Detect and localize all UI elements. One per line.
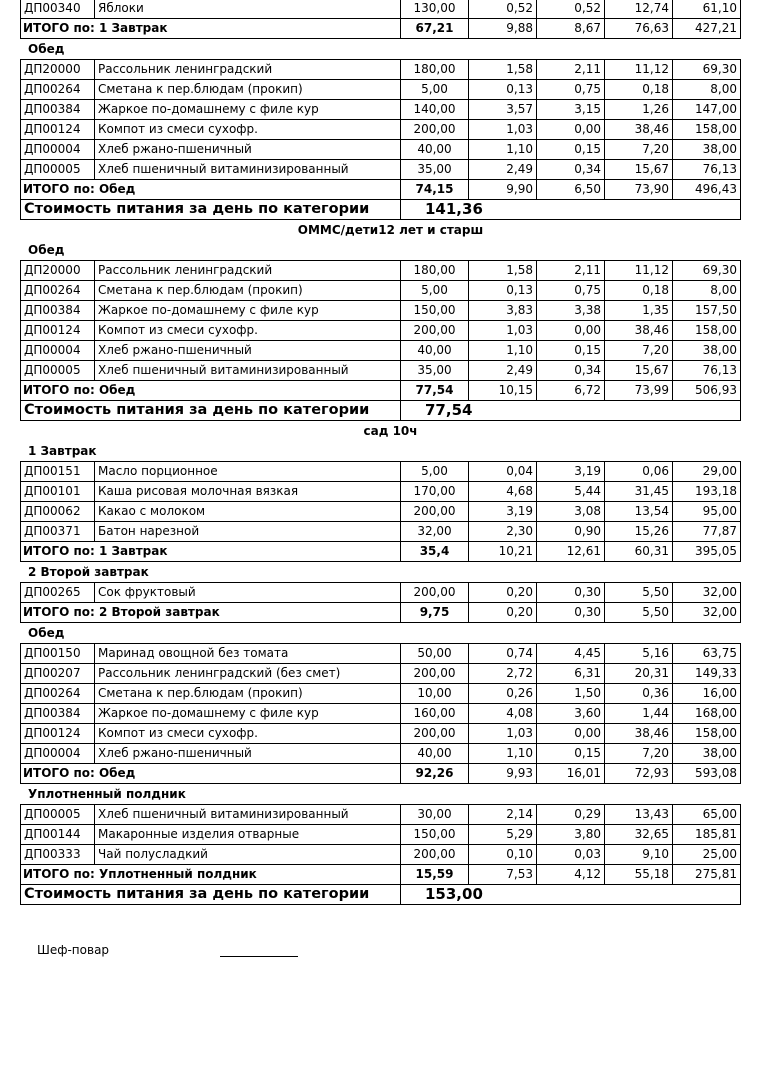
protein-value: 1,10 — [469, 341, 537, 361]
fat-value: 3,60 — [537, 704, 605, 724]
protein-value: 4,68 — [469, 482, 537, 502]
total-kcal: 427,21 — [673, 19, 741, 39]
carbs-value: 15,67 — [605, 361, 673, 381]
table-row — [21, 321, 741, 341]
table-row — [21, 845, 741, 865]
kcal-value: 95,00 — [673, 502, 741, 522]
dish-code: ДП00151 — [21, 462, 95, 482]
kcal-value: 16,00 — [673, 684, 741, 704]
table-row — [21, 704, 741, 724]
total-protein: 10,15 — [469, 381, 537, 401]
total-kcal: 275,81 — [673, 865, 741, 885]
portion-weight: 200,00 — [401, 502, 469, 522]
portion-weight: 180,00 — [401, 60, 469, 80]
meal-total-row — [21, 542, 741, 562]
protein-value: 0,04 — [469, 462, 537, 482]
dish-name: Масло порционное — [95, 462, 401, 482]
dish-code: ДП00333 — [21, 845, 95, 865]
fat-value: 5,44 — [537, 482, 605, 502]
table-row — [21, 0, 741, 19]
total-protein: 9,88 — [469, 19, 537, 39]
dish-name: Жаркое по-домашнему с филе кур — [95, 301, 401, 321]
total-fat: 4,12 — [537, 865, 605, 885]
meal-total-row — [21, 19, 741, 39]
carbs-value: 20,31 — [605, 664, 673, 684]
total-fat: 16,01 — [537, 764, 605, 784]
meal-total-cost: 35,4 — [401, 542, 469, 562]
kcal-value: 168,00 — [673, 704, 741, 724]
category-heading: ОММС/дети12 лет и старш — [297, 223, 484, 237]
dish-name: Маринад овощной без томата — [95, 644, 401, 664]
protein-value: 1,58 — [469, 60, 537, 80]
dish-code: ДП00264 — [21, 684, 95, 704]
dish-name: Хлеб пшеничный витаминизированный — [95, 160, 401, 180]
meal-total-cost: 15,59 — [401, 865, 469, 885]
kcal-value: 8,00 — [673, 80, 741, 100]
table-row — [21, 341, 741, 361]
total-carbs: 73,99 — [605, 381, 673, 401]
kcal-value: 157,50 — [673, 301, 741, 321]
table-row — [21, 60, 741, 80]
kcal-value: 32,00 — [673, 583, 741, 603]
total-fat: 8,67 — [537, 19, 605, 39]
meal-total-row — [21, 180, 741, 200]
table-row — [21, 684, 741, 704]
total-carbs: 76,63 — [605, 19, 673, 39]
meal-total-row — [21, 865, 741, 885]
fat-value: 0,34 — [537, 160, 605, 180]
protein-value: 2,49 — [469, 160, 537, 180]
carbs-value: 5,50 — [605, 583, 673, 603]
fat-value: 0,15 — [537, 744, 605, 764]
total-kcal: 395,05 — [673, 542, 741, 562]
table-row — [21, 825, 741, 845]
carbs-value: 7,20 — [605, 140, 673, 160]
dish-code: ДП20000 — [21, 261, 95, 281]
portion-weight: 10,00 — [401, 684, 469, 704]
meal-total-label: ИТОГО по: 1 Завтрак — [21, 542, 401, 562]
dish-name: Сметана к пер.блюдам (прокип) — [95, 281, 401, 301]
kcal-value: 77,87 — [673, 522, 741, 542]
dish-code: ДП00124 — [21, 321, 95, 341]
table-row — [21, 80, 741, 100]
table-row — [21, 140, 741, 160]
daily-cost-value: 141,36 — [401, 200, 741, 220]
signature-line — [220, 956, 298, 957]
daily-cost-row — [21, 401, 741, 421]
total-protein: 0,20 — [469, 603, 537, 623]
kcal-value: 158,00 — [673, 724, 741, 744]
dish-name: Хлеб ржано-пшеничный — [95, 744, 401, 764]
total-carbs: 5,50 — [605, 603, 673, 623]
table-row — [21, 261, 741, 281]
meal-table — [20, 804, 741, 905]
dish-name: Хлеб ржано-пшеничный — [95, 140, 401, 160]
kcal-value: 25,00 — [673, 845, 741, 865]
portion-weight: 150,00 — [401, 301, 469, 321]
table-row — [21, 462, 741, 482]
fat-value: 0,15 — [537, 341, 605, 361]
dish-name: Хлеб пшеничный витаминизированный — [95, 361, 401, 381]
table-row — [21, 100, 741, 120]
dish-name: Хлеб ржано-пшеничный — [95, 341, 401, 361]
fat-value: 0,03 — [537, 845, 605, 865]
meal-table — [20, 59, 741, 220]
dish-code: ДП00264 — [21, 80, 95, 100]
carbs-value: 11,12 — [605, 261, 673, 281]
dish-name: Какао с молоком — [95, 502, 401, 522]
total-fat: 12,61 — [537, 542, 605, 562]
fat-value: 0,90 — [537, 522, 605, 542]
signature-label: Шеф-повар — [37, 943, 110, 957]
fat-value: 0,34 — [537, 361, 605, 381]
protein-value: 0,13 — [469, 80, 537, 100]
protein-value: 1,10 — [469, 744, 537, 764]
dish-code: ДП00005 — [21, 805, 95, 825]
dish-code: ДП00265 — [21, 583, 95, 603]
portion-weight: 150,00 — [401, 825, 469, 845]
carbs-value: 31,45 — [605, 482, 673, 502]
daily-cost-row — [21, 200, 741, 220]
meal-total-label: ИТОГО по: Обед — [21, 180, 401, 200]
fat-value: 0,30 — [537, 583, 605, 603]
dish-code: ДП00004 — [21, 140, 95, 160]
total-kcal: 506,93 — [673, 381, 741, 401]
carbs-value: 1,35 — [605, 301, 673, 321]
portion-weight: 200,00 — [401, 583, 469, 603]
dish-code: ДП00124 — [21, 724, 95, 744]
carbs-value: 1,26 — [605, 100, 673, 120]
daily-cost-label: Стоимость питания за день по категории — [21, 401, 401, 421]
kcal-value: 69,30 — [673, 60, 741, 80]
category-heading: сад 10ч — [363, 424, 418, 438]
daily-cost-value: 77,54 — [401, 401, 741, 421]
portion-weight: 5,00 — [401, 462, 469, 482]
daily-cost-label: Стоимость питания за день по категории — [21, 885, 401, 905]
meal-table — [20, 260, 741, 421]
protein-value: 4,08 — [469, 704, 537, 724]
carbs-value: 7,20 — [605, 744, 673, 764]
kcal-value: 61,10 — [673, 0, 741, 19]
fat-value: 0,75 — [537, 281, 605, 301]
meal-total-cost: 9,75 — [401, 603, 469, 623]
table-row — [21, 361, 741, 381]
carbs-value: 7,20 — [605, 341, 673, 361]
dish-code: ДП00062 — [21, 502, 95, 522]
dish-name: Чай полусладкий — [95, 845, 401, 865]
daily-cost-label: Стоимость питания за день по категории — [21, 200, 401, 220]
table-row — [21, 502, 741, 522]
dish-name: Компот из смеси сухофр. — [95, 321, 401, 341]
kcal-value: 63,75 — [673, 644, 741, 664]
protein-value: 1,58 — [469, 261, 537, 281]
fat-value: 0,15 — [537, 140, 605, 160]
table-row — [21, 482, 741, 502]
protein-value: 0,26 — [469, 684, 537, 704]
dish-name: Сок фруктовый — [95, 583, 401, 603]
meal-total-row — [21, 764, 741, 784]
meal-heading: Уплотненный полдник — [28, 787, 186, 801]
total-kcal: 593,08 — [673, 764, 741, 784]
dish-name: Макаронные изделия отварные — [95, 825, 401, 845]
protein-value: 2,49 — [469, 361, 537, 381]
meal-total-cost: 77,54 — [401, 381, 469, 401]
dish-code: ДП00004 — [21, 341, 95, 361]
fat-value: 0,29 — [537, 805, 605, 825]
portion-weight: 140,00 — [401, 100, 469, 120]
dish-name: Жаркое по-домашнему с филе кур — [95, 704, 401, 724]
kcal-value: 185,81 — [673, 825, 741, 845]
meal-total-label: ИТОГО по: Уплотненный полдник — [21, 865, 401, 885]
dish-code: ДП00384 — [21, 704, 95, 724]
total-carbs: 55,18 — [605, 865, 673, 885]
dish-code: ДП00005 — [21, 160, 95, 180]
portion-weight: 130,00 — [401, 0, 469, 19]
dish-code: ДП00004 — [21, 744, 95, 764]
kcal-value: 8,00 — [673, 281, 741, 301]
carbs-value: 0,36 — [605, 684, 673, 704]
carbs-value: 13,54 — [605, 502, 673, 522]
fat-value: 0,00 — [537, 120, 605, 140]
protein-value: 3,19 — [469, 502, 537, 522]
kcal-value: 29,00 — [673, 462, 741, 482]
kcal-value: 65,00 — [673, 805, 741, 825]
table-row — [21, 644, 741, 664]
meal-heading: 1 Завтрак — [28, 444, 97, 458]
carbs-value: 11,12 — [605, 60, 673, 80]
meal-total-label: ИТОГО по: Обед — [21, 381, 401, 401]
total-carbs: 72,93 — [605, 764, 673, 784]
carbs-value: 1,44 — [605, 704, 673, 724]
total-kcal: 32,00 — [673, 603, 741, 623]
portion-weight: 200,00 — [401, 664, 469, 684]
fat-value: 0,00 — [537, 724, 605, 744]
portion-weight: 32,00 — [401, 522, 469, 542]
dish-code: ДП00005 — [21, 361, 95, 381]
carbs-value: 12,74 — [605, 0, 673, 19]
carbs-value: 15,26 — [605, 522, 673, 542]
carbs-value: 5,16 — [605, 644, 673, 664]
protein-value: 2,30 — [469, 522, 537, 542]
daily-cost-row — [21, 885, 741, 905]
protein-value: 0,10 — [469, 845, 537, 865]
kcal-value: 76,13 — [673, 160, 741, 180]
total-protein: 9,93 — [469, 764, 537, 784]
meal-total-row — [21, 381, 741, 401]
dish-code: ДП00101 — [21, 482, 95, 502]
table-row — [21, 301, 741, 321]
fat-value: 3,15 — [537, 100, 605, 120]
portion-weight: 170,00 — [401, 482, 469, 502]
dish-code: ДП00371 — [21, 522, 95, 542]
portion-weight: 50,00 — [401, 644, 469, 664]
dish-code: ДП00384 — [21, 100, 95, 120]
protein-value: 3,57 — [469, 100, 537, 120]
kcal-value: 38,00 — [673, 744, 741, 764]
protein-value: 2,14 — [469, 805, 537, 825]
meal-total-row — [21, 603, 741, 623]
portion-weight: 30,00 — [401, 805, 469, 825]
portion-weight: 5,00 — [401, 80, 469, 100]
meal-heading: 2 Второй завтрак — [28, 565, 149, 579]
table-row — [21, 281, 741, 301]
table-row — [21, 744, 741, 764]
fat-value: 3,08 — [537, 502, 605, 522]
kcal-value: 193,18 — [673, 482, 741, 502]
meal-total-cost: 74,15 — [401, 180, 469, 200]
dish-code: ДП00150 — [21, 644, 95, 664]
dish-name: Сметана к пер.блюдам (прокип) — [95, 684, 401, 704]
carbs-value: 9,10 — [605, 845, 673, 865]
meal-heading: Обед — [28, 42, 65, 56]
carbs-value: 15,67 — [605, 160, 673, 180]
protein-value: 2,72 — [469, 664, 537, 684]
fat-value: 4,45 — [537, 644, 605, 664]
fat-value: 2,11 — [537, 261, 605, 281]
table-row — [21, 805, 741, 825]
protein-value: 0,20 — [469, 583, 537, 603]
daily-cost-value: 153,00 — [401, 885, 741, 905]
portion-weight: 35,00 — [401, 361, 469, 381]
dish-name: Яблоки — [95, 0, 401, 19]
fat-value: 0,00 — [537, 321, 605, 341]
kcal-value: 147,00 — [673, 100, 741, 120]
carbs-value: 0,06 — [605, 462, 673, 482]
total-kcal: 496,43 — [673, 180, 741, 200]
table-row — [21, 120, 741, 140]
fat-value: 3,19 — [537, 462, 605, 482]
dish-code: ДП00264 — [21, 281, 95, 301]
meal-table — [20, 461, 741, 562]
kcal-value: 158,00 — [673, 120, 741, 140]
meal-table — [20, 643, 741, 784]
fat-value: 0,75 — [537, 80, 605, 100]
portion-weight: 200,00 — [401, 845, 469, 865]
dish-name: Рассольник ленинградский — [95, 60, 401, 80]
dish-name: Каша рисовая молочная вязкая — [95, 482, 401, 502]
protein-value: 1,10 — [469, 140, 537, 160]
protein-value: 0,52 — [469, 0, 537, 19]
meal-table — [20, 582, 741, 623]
dish-code: ДП20000 — [21, 60, 95, 80]
kcal-value: 76,13 — [673, 361, 741, 381]
table-row — [21, 160, 741, 180]
dish-code: ДП00124 — [21, 120, 95, 140]
carbs-value: 32,65 — [605, 825, 673, 845]
portion-weight: 5,00 — [401, 281, 469, 301]
protein-value: 5,29 — [469, 825, 537, 845]
dish-name: Жаркое по-домашнему с филе кур — [95, 100, 401, 120]
portion-weight: 200,00 — [401, 120, 469, 140]
kcal-value: 38,00 — [673, 341, 741, 361]
top-partial-table — [20, 0, 741, 39]
table-row — [21, 664, 741, 684]
carbs-value: 13,43 — [605, 805, 673, 825]
dish-code: ДП00340 — [21, 0, 95, 19]
kcal-value: 38,00 — [673, 140, 741, 160]
table-row — [21, 583, 741, 603]
kcal-value: 149,33 — [673, 664, 741, 684]
meal-total-label: ИТОГО по: 1 Завтрак — [21, 19, 401, 39]
table-row — [21, 522, 741, 542]
carbs-value: 0,18 — [605, 80, 673, 100]
carbs-value: 38,46 — [605, 321, 673, 341]
total-fat: 6,50 — [537, 180, 605, 200]
carbs-value: 0,18 — [605, 281, 673, 301]
dish-name: Рассольник ленинградский (без смет) — [95, 664, 401, 684]
portion-weight: 40,00 — [401, 341, 469, 361]
protein-value: 0,74 — [469, 644, 537, 664]
meal-heading: Обед — [28, 243, 65, 257]
protein-value: 3,83 — [469, 301, 537, 321]
portion-weight: 40,00 — [401, 140, 469, 160]
total-carbs: 73,90 — [605, 180, 673, 200]
meal-heading: Обед — [28, 626, 65, 640]
protein-value: 1,03 — [469, 120, 537, 140]
protein-value: 1,03 — [469, 321, 537, 341]
portion-weight: 35,00 — [401, 160, 469, 180]
carbs-value: 38,46 — [605, 120, 673, 140]
dish-name: Сметана к пер.блюдам (прокип) — [95, 80, 401, 100]
total-protein: 9,90 — [469, 180, 537, 200]
kcal-value: 69,30 — [673, 261, 741, 281]
dish-name: Компот из смеси сухофр. — [95, 120, 401, 140]
table-row — [21, 724, 741, 744]
kcal-value: 158,00 — [673, 321, 741, 341]
fat-value: 3,80 — [537, 825, 605, 845]
total-protein: 7,53 — [469, 865, 537, 885]
total-fat: 0,30 — [537, 603, 605, 623]
dish-code: ДП00384 — [21, 301, 95, 321]
dish-name: Рассольник ленинградский — [95, 261, 401, 281]
total-fat: 6,72 — [537, 381, 605, 401]
portion-weight: 180,00 — [401, 261, 469, 281]
dish-code: ДП00207 — [21, 664, 95, 684]
meal-total-label: ИТОГО по: 2 Второй завтрак — [21, 603, 401, 623]
portion-weight: 160,00 — [401, 704, 469, 724]
fat-value: 6,31 — [537, 664, 605, 684]
meal-total-cost: 92,26 — [401, 764, 469, 784]
protein-value: 0,13 — [469, 281, 537, 301]
fat-value: 0,52 — [537, 0, 605, 19]
dish-name: Батон нарезной — [95, 522, 401, 542]
meal-total-cost: 67,21 — [401, 19, 469, 39]
portion-weight: 200,00 — [401, 724, 469, 744]
dish-code: ДП00144 — [21, 825, 95, 845]
carbs-value: 38,46 — [605, 724, 673, 744]
dish-name: Хлеб пшеничный витаминизированный — [95, 805, 401, 825]
protein-value: 1,03 — [469, 724, 537, 744]
total-carbs: 60,31 — [605, 542, 673, 562]
fat-value: 1,50 — [537, 684, 605, 704]
total-protein: 10,21 — [469, 542, 537, 562]
fat-value: 2,11 — [537, 60, 605, 80]
fat-value: 3,38 — [537, 301, 605, 321]
meal-total-label: ИТОГО по: Обед — [21, 764, 401, 784]
portion-weight: 40,00 — [401, 744, 469, 764]
portion-weight: 200,00 — [401, 321, 469, 341]
dish-name: Компот из смеси сухофр. — [95, 724, 401, 744]
